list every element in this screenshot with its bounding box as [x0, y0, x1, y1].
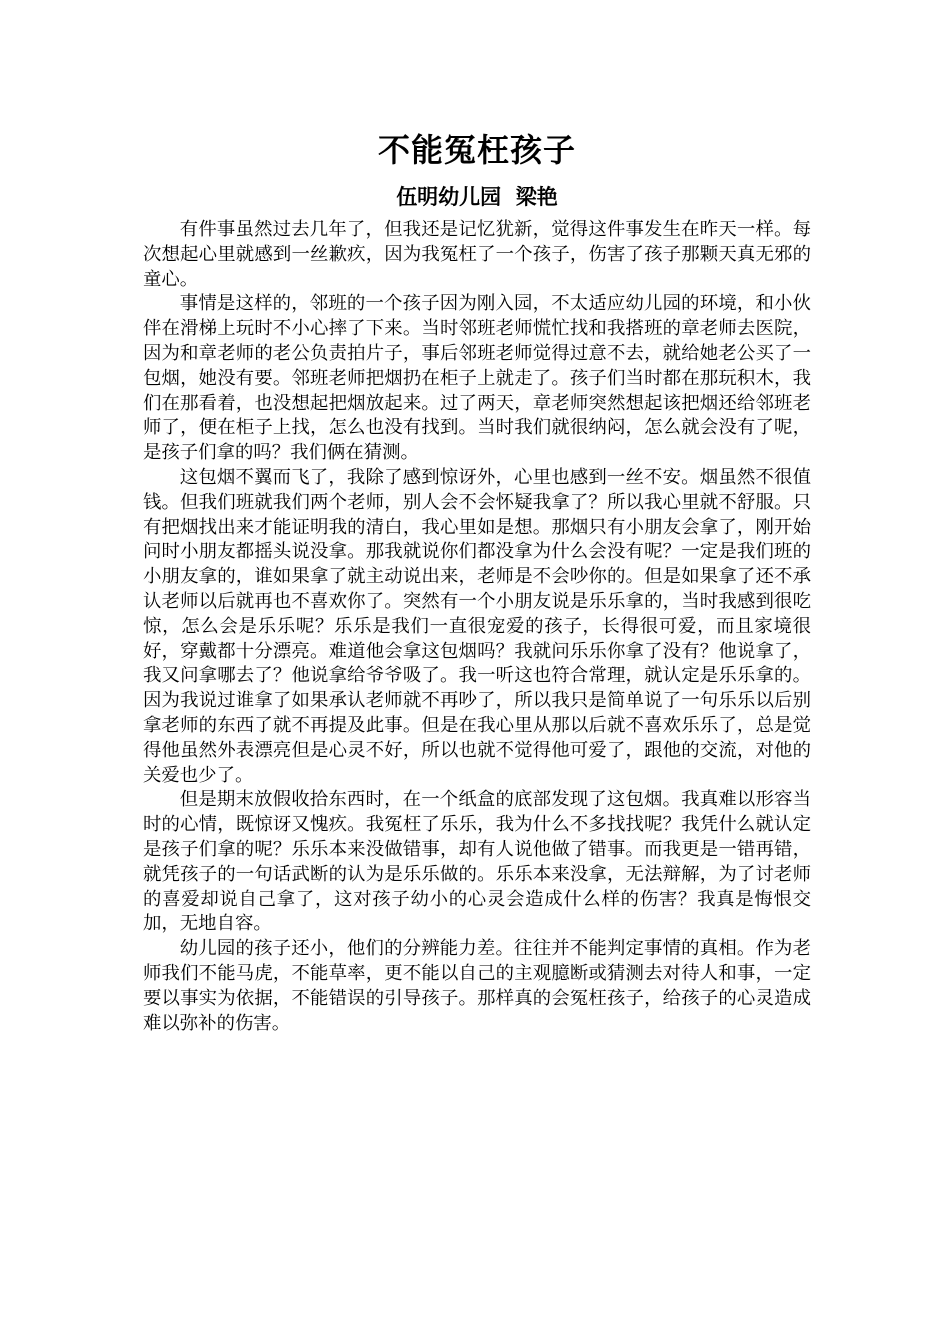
paragraph-3: 这包烟不翼而飞了，我除了感到惊讶外，心里也感到一丝不安。烟虽然不很值钱。但我们班就我们两个老师，别人会不会怀疑我拿了？所以我心里就不舒服。只有把烟找出来才能证明我的清白，我心里如是想。那烟只有小朋友会拿了，刚开始问时小朋友都摇头说没拿。那我就说你们都没拿为什么会没有呢？一定是我们班的小朋友拿的，谁如果拿了就主动说出来，老师是不会吵你的。但是如果拿了还不承认老师以后就再也不喜欢你了。突然有一个小朋友说是乐乐拿的，当时我感到很吃惊，怎么会是乐乐呢？乐乐是我们一直很宠爱的孩子，长得很可爱，而且家境很好，穿戴都十分漂亮。难道他会拿这包烟吗？我就问乐乐你拿了没有？他说拿了，我又问拿哪去了？他说拿给爷爷吸了。我一听这也符合常理，就认定是乐乐拿的。因为我说过谁拿了如果承认老师就不再吵了，所以我只是简单说了一句乐乐以后别拿老师的东西了就不再提及此事。但是在我心里从那以后就不喜欢乐乐了，总是觉得他虽然外表漂亮但是心灵不好，所以也就不觉得他可爱了，跟他的交流，对他的关爱也少了。	[143, 466, 811, 786]
paragraph-5: 幼儿园的孩子还小，他们的分辨能力差。往往并不能判定事情的真相。作为老师我们不能马虎，不能草率，更不能以自己的主观臆断或猜测去对待人和事，一定要以事实为依据，不能错误的引导孩子。那样真的会冤枉孩子，给孩子的心灵造成难以弥补的伤害。	[143, 938, 811, 1034]
article-body	[143, 128, 811, 1036]
article-title: 不能冤枉孩子	[377, 131, 576, 169]
article-author: 伍明幼儿园 梁艳	[396, 185, 558, 209]
paragraph-2: 事情是这样的，邻班的一个孩子因为刚入园，不太适应幼儿园的环境，和小伙伴在滑梯上玩时不小心摔了下来。当时邻班老师慌忙找和我搭班的章老师去医院，因为和章老师的老公负责拍片子，事后邻班老师觉得过意不去，就给她老公买了一包烟，她没有要。邻班老师把烟扔在柜子上就走了。孩子们当时都在那玩积木，我们在那看着，也没想起把烟放起来。过了两天，章老师突然想起该把烟还给邻班老师了，便在柜子上找，怎么也没有找到。当时我们就很纳闷，怎么就会没有了呢，是孩子们拿的吗？我们俩在猜测。	[143, 293, 811, 464]
paragraph-1: 有件事虽然过去几年了，但我还是记忆犹新，觉得这件事发生在昨天一样。每次想起心里就感到一丝歉疚，因为我冤枉了一个孩子，伤害了孩子那颗天真无邪的童心。	[143, 219, 811, 290]
paragraph-4: 但是期末放假收拾东西时，在一个纸盒的底部发现了这包烟。我真难以形容当时的心情，既惊讶又愧疚。我冤枉了乐乐，我为什么不多找找呢？我凭什么就认定是孩子们拿的呢？乐乐本来没做错事，却有人说他做了错事。而我更是一错再错，就凭孩子的一句话武断的认为是乐乐做的。乐乐本来没拿，无法辩解，为了讨老师的喜爱却说自己拿了，这对孩子幼小的心灵会造成什么样的伤害？我真是悔恨交加，无地自容。	[143, 789, 811, 935]
